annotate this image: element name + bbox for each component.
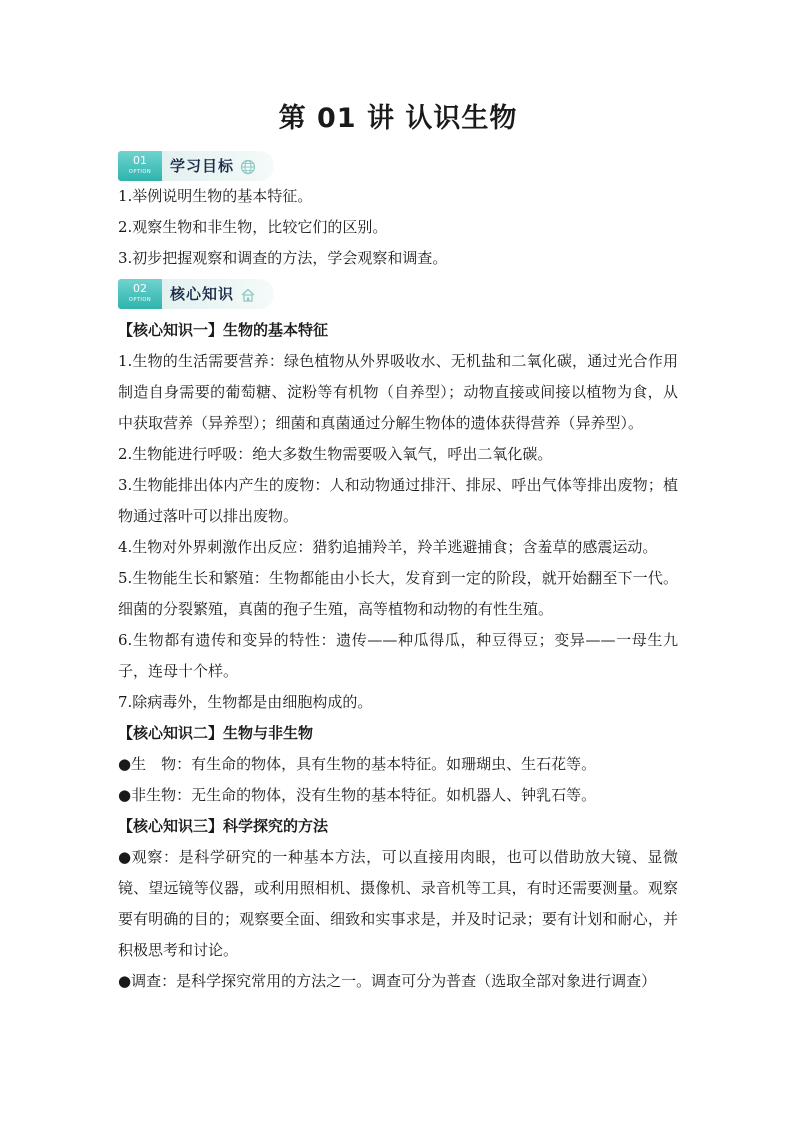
goal-item: 1.举例说明生物的基本特征。: [118, 187, 313, 205]
section-option-label: OPTION: [128, 169, 152, 175]
section-label-bar: [162, 151, 274, 181]
house-icon: [240, 287, 256, 303]
knowledge-paragraph: ●调查：是科学探究常用的方法之一。调查可分为普查（选取全部对象进行调查）: [118, 972, 657, 990]
knowledge-paragraph: 4.生物对外界刺激作出反应：猎豹追捕羚羊，羚羊逃避捕食；含羞草的感震运动。: [118, 538, 658, 556]
section-banner-core: [118, 279, 274, 309]
knowledge-heading: 【核心知识一】生物的基本特征: [118, 321, 329, 339]
goal-item: 3.初步把握观察和调查的方法，学会观察和调查。: [118, 249, 448, 267]
section-number: 02: [133, 282, 147, 295]
goal-item: 2.观察生物和非生物，比较它们的区别。: [118, 218, 388, 236]
knowledge-paragraph: ●非生物：无生命的物体，没有生物的基本特征。如机器人、钟乳石等。: [118, 786, 597, 804]
core-knowledge-content: [118, 315, 678, 997]
knowledge-paragraph: ●观察：是科学研究的一种基本方法，可以直接用肉眼，也可以借助放大镜、显微镜、望远镜等仪器，或利用照相机、摄像机、录音机等工具，有时还需要测量。观察要有明确的目的；观察要全面、细致和实事求是，并及时记录；要有计划和耐心，并积极思考和讨论。: [118, 848, 678, 959]
knowledge-paragraph: 7.除病毒外，生物都是由细胞构成的。: [118, 693, 373, 711]
section-number-tab: [118, 151, 162, 181]
knowledge-paragraph: 3.生物能排出体内产生的废物：人和动物通过排汗、排尿、呼出气体等排出废物；植物通过落叶可以排出废物。: [118, 476, 678, 525]
section-label-bar: [162, 279, 274, 309]
section-banner-goals: [118, 151, 274, 181]
learning-goals-list: [118, 181, 678, 274]
knowledge-paragraph: 5.生物能生长和繁殖：生物都能由小长大，发育到一定的阶段，就开始翻至下一代。细菌的分裂繁殖，真菌的孢子生殖，高等植物和动物的有性生殖。: [118, 569, 678, 618]
knowledge-heading: 【核心知识二】生物与非生物: [118, 724, 314, 742]
knowledge-paragraph: 1.生物的生活需要营养：绿色植物从外界吸收水、无机盐和二氧化碳，通过光合作用制造自身需要的葡萄糖、淀粉等有机物（自养型）；动物直接或间接以植物为食，从中获取营养（异养型）；细菌和真菌通过分解生物体的遗体获得营养（异养型）。: [118, 352, 678, 432]
globe-icon: [240, 159, 256, 175]
section-number-tab: [118, 279, 162, 309]
knowledge-paragraph: ●生 物：有生命的物体，具有生物的基本特征。如珊瑚虫、生石花等。: [118, 755, 597, 773]
section-option-label: OPTION: [128, 297, 152, 303]
section-number: 01: [133, 154, 147, 167]
knowledge-paragraph: 2.生物能进行呼吸：绝大多数生物需要吸入氧气，呼出二氧化碳。: [118, 445, 553, 463]
knowledge-paragraph: 6.生物都有遗传和变异的特性：遗传——种瓜得瓜，种豆得豆；变异——一母生九子，连母十个样。: [118, 631, 678, 680]
knowledge-heading: 【核心知识三】科学探究的方法: [118, 817, 329, 835]
section-title: 学习目标: [170, 157, 235, 175]
section-title: 核心知识: [170, 285, 235, 303]
page-title: 第 01 讲 认识生物: [278, 103, 518, 134]
